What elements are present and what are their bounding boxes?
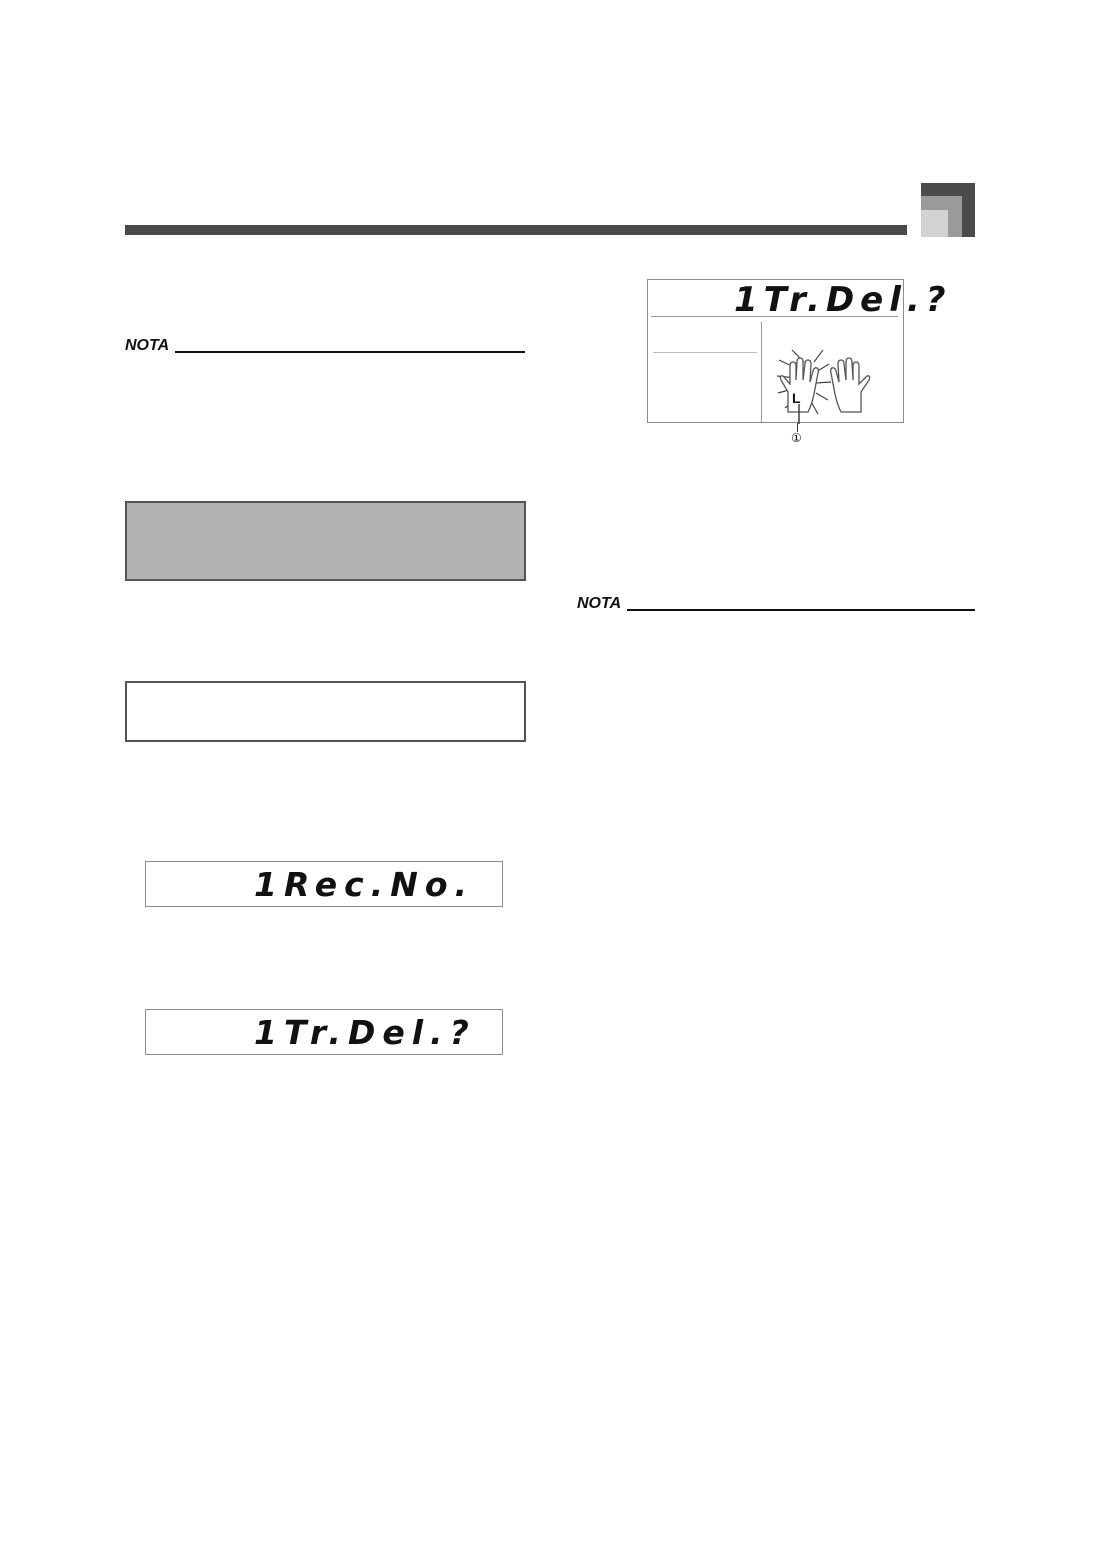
nota-left bbox=[125, 338, 525, 354]
panel-lcd-text: 1Tr.Del.? bbox=[734, 280, 952, 320]
outlined-box bbox=[125, 681, 526, 742]
lcd-text: 1Tr.Del.? bbox=[254, 1012, 476, 1052]
corner-tab-icon bbox=[921, 183, 975, 237]
display-panel bbox=[647, 279, 952, 423]
nota-rule bbox=[175, 351, 525, 353]
header-bar bbox=[125, 225, 907, 235]
right-hand-icon bbox=[831, 358, 870, 412]
nota-right bbox=[577, 596, 975, 612]
hand-letter: L bbox=[792, 390, 801, 406]
lcd-display-trdel bbox=[145, 1009, 503, 1055]
nota-rule bbox=[627, 609, 975, 611]
lcd-display-rec bbox=[145, 861, 503, 907]
panel-graphics bbox=[648, 280, 905, 424]
callout-number: ① bbox=[791, 431, 802, 445]
nota-label: NOTA bbox=[577, 595, 622, 612]
nota-label: NOTA bbox=[125, 337, 170, 354]
shaded-box bbox=[125, 501, 526, 581]
lcd-text: 1Rec.No. bbox=[254, 864, 475, 904]
